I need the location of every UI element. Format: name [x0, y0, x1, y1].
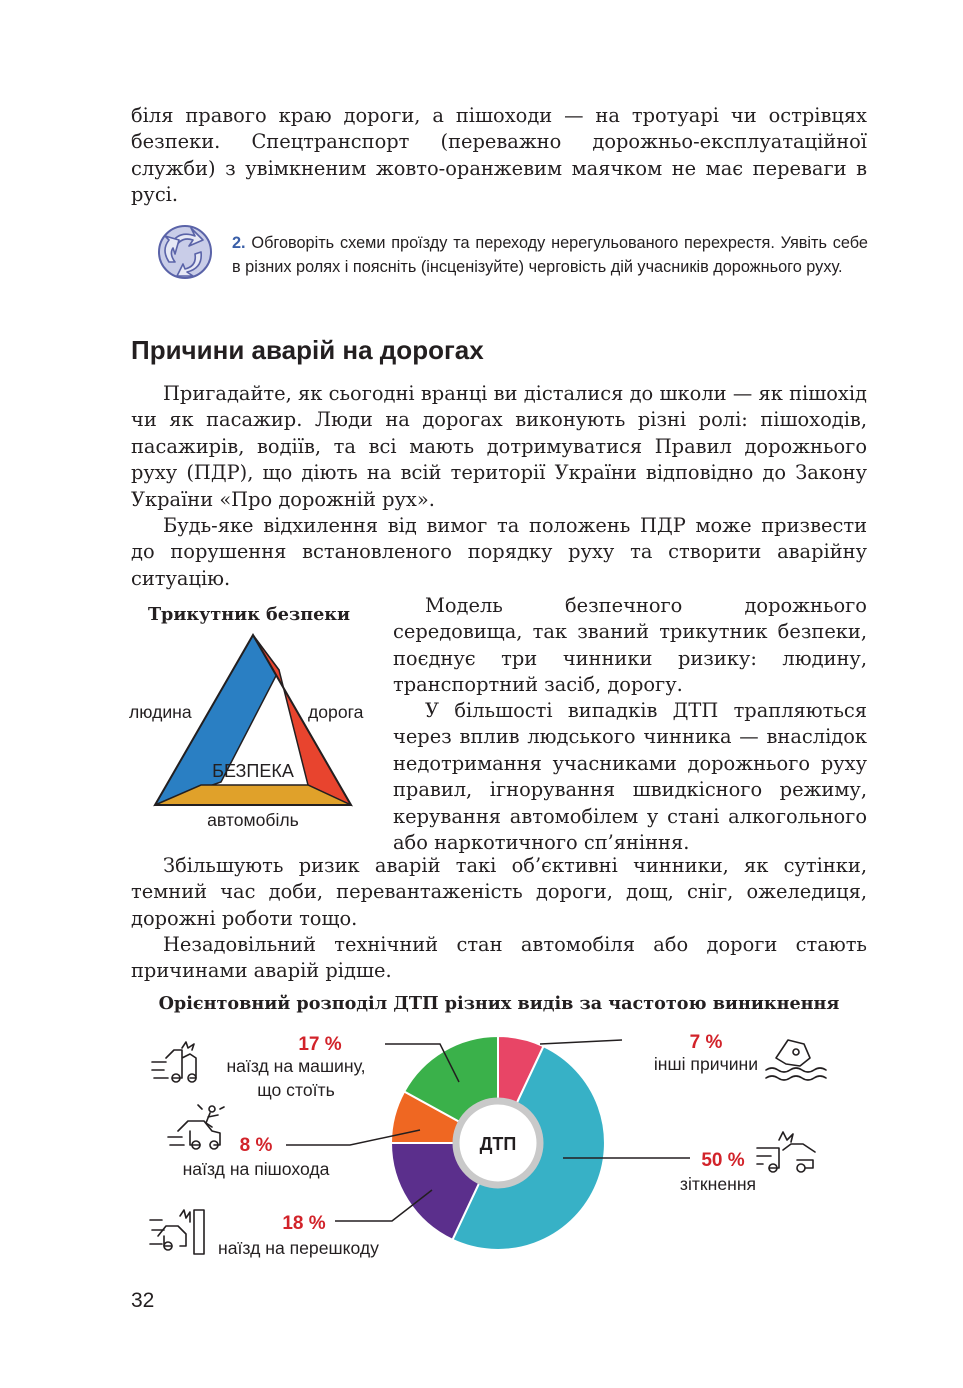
task-number: 2.	[232, 234, 246, 252]
slice-label-collision: зіткнення	[679, 1174, 757, 1194]
section-title: Причини аварій на дорогах	[131, 335, 484, 365]
chart-center-label: ДТП	[479, 1134, 517, 1154]
pct-label-parked: 17 %	[298, 1034, 342, 1055]
pct-label-collision: 50 %	[701, 1150, 745, 1171]
car-obstacle-icon	[150, 1210, 204, 1254]
paragraph-4: У більшості випадків ДТП трапляються через вплив людського чинника — внаслідок недотримання учасниками дорожнього руху правил, ігнорування швидкісного режиму, керування автомобілем у стані алкогольного або наркотичного сп’яніння.	[393, 699, 867, 855]
slice-label-pedestrian: наїзд на пішохода	[182, 1159, 330, 1179]
task-block	[232, 232, 868, 279]
paragraph-1: Пригадайте, як сьогодні вранці ви дісталися до школи — як пішохід чи як пасажир. Люди на дорогах виконують різні ролі: пішоходів, пасажирів, водіїв, та всі мають дотримуватися Правил дорожнього руху (ПДР), що діють на всій території України відповідно до Закону України «Про дорожній рух».	[131, 382, 867, 511]
car-pedestrian-icon	[168, 1105, 224, 1149]
slice-label-parked-line1: наїзд на машину,	[226, 1056, 366, 1076]
page-number: 32	[131, 1289, 155, 1312]
slice-label-obstacle: наїзд на перешкоду	[218, 1238, 379, 1258]
paragraph-2: Будь-яке відхилення від вимог та положень ПДР може призвести до порушення встановленого порядку руху та створити аварійну ситуацію.	[131, 514, 867, 590]
task-text: Обговоріть схеми проїзду та переходу нерегульованого перехрестя. Уявіть себе в різних ролях і поясніть (інсценізуйте) черговість дій учасників дорожнього руху.	[232, 234, 868, 276]
triangle-label-center: БЕЗПЕКА	[212, 761, 294, 781]
chart-title: Орієнтовний розподіл ДТП різних видів за частотою виникнення	[158, 993, 840, 1014]
paragraph-3: Модель безпечного дорожнього середовища, так званий трикутник безпеки, поєднує три чинники ризику: людину, транспортний засіб, дорогу.	[393, 594, 867, 697]
car-parked-collision-icon	[152, 1042, 196, 1082]
slice-label-other: інші причини	[653, 1054, 759, 1074]
car-water-icon	[766, 1040, 826, 1080]
pct-label-pedestrian: 8 %	[239, 1135, 273, 1156]
paragraph-5: Збільшують ризик аварій такі об’єктивні чинники, як сутінки, темний час доби, перевантаженість дороги, дощ, сніг, ожеледиця, дорожні роботи тощо.	[131, 854, 867, 930]
recycle-arrows-icon	[153, 222, 217, 282]
pct-label-obstacle: 18 %	[282, 1213, 326, 1234]
triangle-label-road: дорога	[308, 702, 364, 722]
intro-paragraph: біля правого краю дороги, а пішоходи — на тротуарі чи острівцях безпеки. Спецтранспорт (переважно дорожньо-експлуатаційної служби) з увімкненим жовто-оранжевим маячком не має переваги в русі.	[131, 104, 867, 207]
safety-triangle-diagram	[125, 630, 375, 835]
paragraph-6: Незадовільний технічний стан автомобіля або дороги стають причинами аварій рідше.	[131, 933, 867, 983]
triangle-label-human: людина	[129, 702, 192, 722]
car-collision-icon	[757, 1132, 815, 1172]
triangle-title: Трикутник безпеки	[147, 604, 351, 625]
slice-label-parked-line2: що стоїть	[257, 1080, 335, 1100]
triangle-label-car: автомобіль	[207, 810, 299, 830]
pct-label-other: 7 %	[689, 1032, 723, 1053]
accident-distribution-chart	[0, 1020, 963, 1265]
